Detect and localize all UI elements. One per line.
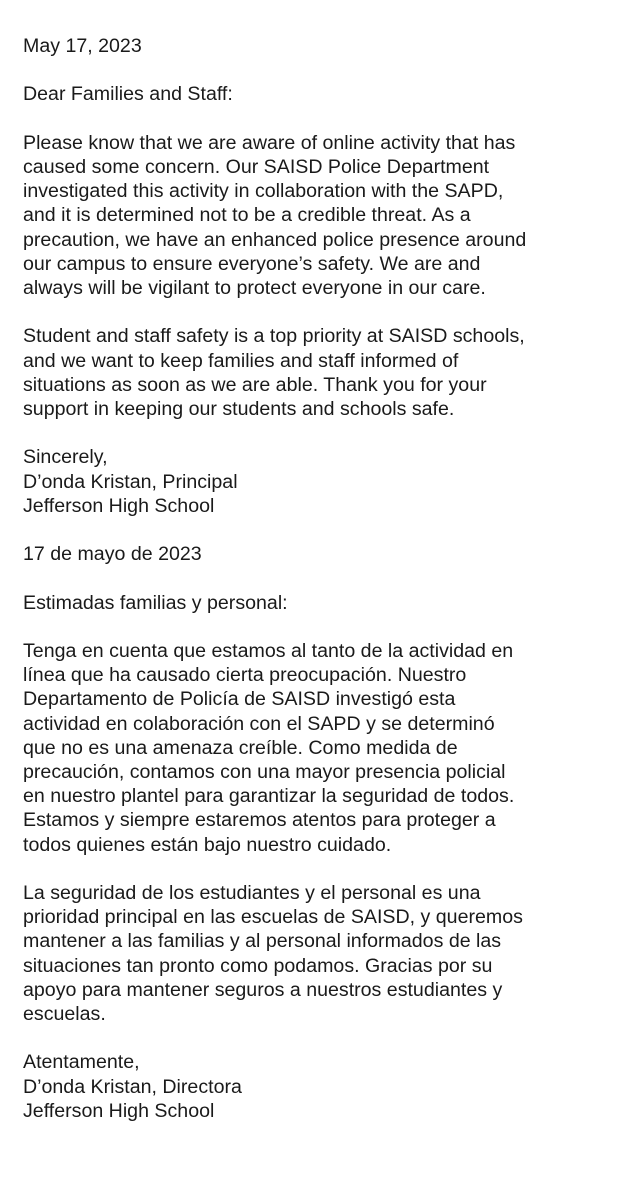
signature-block <box>23 1050 622 1123</box>
school-name: Jefferson High School <box>23 494 215 517</box>
paragraph-line: always will be vigilant to protect everyone in our care. <box>23 277 486 299</box>
paragraph-line: en nuestro plantel para garantizar la seguridad de todos. <box>23 785 515 808</box>
paragraph-safety <box>23 881 622 1026</box>
paragraph-line: todos quienes están bajo nuestro cuidado. <box>23 833 392 856</box>
paragraph-line: and it is determined not to be a credible threat. As a <box>23 204 471 227</box>
signature-block <box>23 445 622 518</box>
salutation: Estimadas familias y personal: <box>23 591 288 614</box>
paragraph-line: prioridad principal en las escuelas de SAISD, y queremos <box>23 906 523 929</box>
paragraph-line: support in keeping our students and schools safe. <box>23 398 455 420</box>
paragraph-line: Tenga en cuenta que estamos al tanto de la actividad en <box>23 639 514 662</box>
signer-name: D’onda Kristan, Principal <box>23 470 238 493</box>
closing: Sincerely, <box>23 446 108 469</box>
school-name: Jefferson High School <box>23 1099 215 1122</box>
paragraph-line: caused some concern. Our SAISD Police Department <box>23 155 490 178</box>
paragraph-line: apoyo para mantener seguros a nuestros estudiantes y <box>23 978 503 1001</box>
paragraph-awareness <box>23 639 622 857</box>
signer-name: D’onda Kristan, Directora <box>23 1075 242 1098</box>
paragraph-line: línea que ha causado cierta preocupación. Nuestro <box>23 664 467 687</box>
spanish-section <box>23 542 622 1123</box>
paragraph-line: Please know that we are aware of online activity that has <box>23 131 516 154</box>
paragraph-line: precaución, contamos con una mayor presencia policial <box>23 760 506 783</box>
paragraph-line: situaciones tan pronto como podamos. Gracias por su <box>23 954 493 977</box>
paragraph-line: precaution, we have an enhanced police presence around <box>23 228 527 251</box>
paragraph-line: actividad en colaboración con el SAPD y se determinó <box>23 712 495 735</box>
closing: Atentamente, <box>23 1051 140 1074</box>
paragraph-line: Student and staff safety is a top priority at SAISD schools, <box>23 325 525 348</box>
paragraph-line: situations as soon as we are able. Thank you for your <box>23 373 487 396</box>
paragraph-safety <box>23 324 622 421</box>
paragraph-line: Departamento de Policía de SAISD investigó esta <box>23 688 456 711</box>
paragraph-line: que no es una amenaza creíble. Como medida de <box>23 736 458 759</box>
paragraph-line: mantener a las familias y al personal informados de las <box>23 930 502 953</box>
paragraph-line: investigated this activity in collaboration with the SAPD, <box>23 180 504 203</box>
paragraph-line: La seguridad de los estudiantes y el personal es una <box>23 881 481 904</box>
letter-date: May 17, 2023 <box>23 35 142 57</box>
paragraph-line: our campus to ensure everyone’s safety. We are and <box>23 252 481 275</box>
letter-date: 17 de mayo de 2023 <box>23 543 202 566</box>
paragraph-line: Estamos y siempre estaremos atentos para proteger a <box>23 809 496 832</box>
salutation: Dear Families and Staff: <box>23 83 233 106</box>
paragraph-line: escuelas. <box>23 1003 106 1025</box>
paragraph-line: and we want to keep families and staff informed of <box>23 349 459 372</box>
english-section <box>23 34 622 518</box>
paragraph-awareness <box>23 131 622 300</box>
